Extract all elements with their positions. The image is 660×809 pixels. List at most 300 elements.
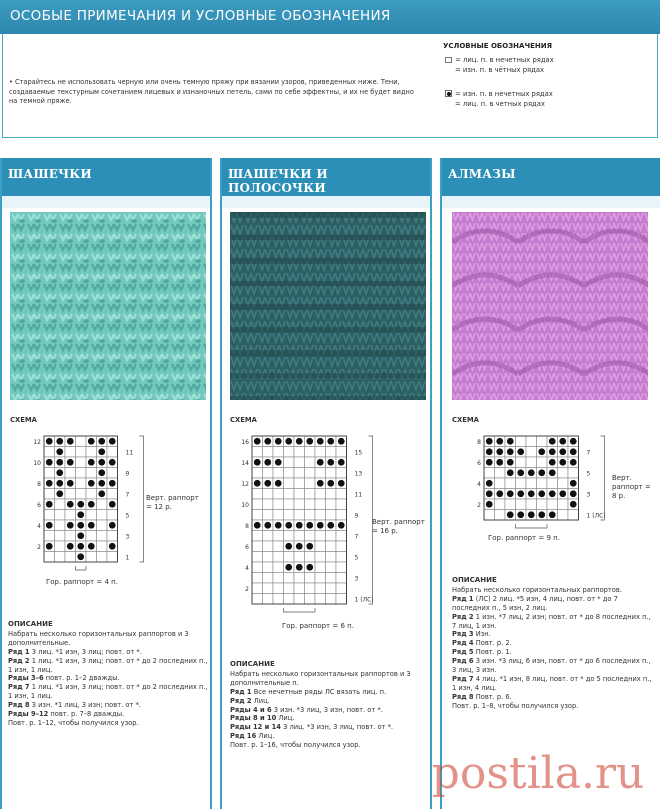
chart-cell	[55, 541, 66, 552]
purl-dot	[338, 522, 345, 529]
chart-cell	[326, 499, 337, 510]
chart-cell	[86, 468, 97, 479]
purl-dot	[98, 480, 105, 487]
row-number: 4	[477, 480, 481, 488]
description-line	[452, 586, 652, 595]
row-number: 5	[354, 554, 359, 562]
chart-cell	[336, 499, 347, 510]
row-number: 11	[354, 491, 363, 499]
purl-dot	[507, 459, 514, 466]
purl-dot	[317, 459, 324, 466]
row-label: Ряд 8	[452, 692, 474, 701]
purl-dot	[46, 522, 53, 529]
purl-dot	[67, 459, 74, 466]
chart-cell	[86, 531, 97, 542]
chart-cell	[294, 583, 305, 594]
purl-dot	[296, 438, 303, 445]
row-number: 8	[37, 480, 41, 488]
chart-cell	[76, 468, 87, 479]
chart-cell	[273, 510, 284, 521]
chart-cell	[252, 531, 263, 542]
horizontal-repeat: Гор. раппорт = 6 п.	[282, 622, 354, 630]
schema-label: СХЕМА	[10, 416, 37, 424]
purl-dot	[285, 564, 292, 571]
chart-cell	[284, 499, 295, 510]
chart-cell	[516, 478, 527, 489]
purl-dot	[109, 543, 116, 550]
chart-cell	[326, 468, 337, 479]
chart-cell	[336, 541, 347, 552]
description-line	[452, 613, 652, 631]
description-line	[8, 657, 208, 675]
pattern-header	[222, 158, 430, 196]
chart-cell	[315, 531, 326, 542]
chart-cell	[263, 510, 274, 521]
horizontal-repeat: Гор. раппорт = 9 п.	[488, 534, 560, 542]
description-line	[230, 697, 426, 706]
chart-cell	[495, 510, 506, 521]
chart-cell	[273, 447, 284, 458]
row-text: Лиц.	[276, 714, 295, 723]
purl-dot	[285, 438, 292, 445]
purl-dot	[109, 522, 116, 529]
chart-cell	[263, 573, 274, 584]
purl-dot	[275, 522, 282, 529]
chart-cell	[305, 478, 316, 489]
chart-cell	[305, 573, 316, 584]
row-number: 6	[477, 459, 481, 467]
chart-cell	[558, 468, 569, 479]
chart-cell	[305, 583, 316, 594]
chart-cell	[65, 447, 76, 458]
row-label: Ряды 12 и 14	[230, 723, 281, 732]
chart-cell	[516, 499, 527, 510]
chart-cell	[558, 510, 569, 521]
chart-cell	[97, 510, 108, 521]
row-text: Лиц.	[256, 732, 275, 741]
chart-cell	[252, 552, 263, 563]
purl-dot	[109, 480, 116, 487]
chart-cell	[55, 520, 66, 531]
chart-cell	[263, 583, 274, 594]
purl-dot	[306, 438, 313, 445]
row-number: 5	[125, 512, 130, 520]
purl-dot	[254, 522, 261, 529]
row-number: 8	[477, 438, 481, 446]
chart-cell	[495, 468, 506, 479]
header-band	[2, 196, 210, 208]
purl-dot	[327, 522, 334, 529]
chart-cell	[65, 489, 76, 500]
chart-cell	[537, 499, 548, 510]
chart-cell	[55, 499, 66, 510]
chart-cell	[273, 541, 284, 552]
chart-cell	[252, 573, 263, 584]
row-text: Повт. р. 6.	[473, 692, 512, 701]
description-line	[230, 723, 426, 732]
purl-dot	[559, 448, 566, 455]
chart-cell	[336, 552, 347, 563]
chart-cell	[315, 489, 326, 500]
vertical-repeat: Верт. раппорт = 16 р.	[372, 518, 425, 535]
row-number: 16	[241, 438, 249, 446]
purl-dot	[528, 469, 535, 476]
chart-cell	[315, 594, 326, 605]
purl-dot	[67, 438, 74, 445]
description-line	[8, 719, 208, 728]
chart-cell	[284, 594, 295, 605]
description-line	[8, 630, 208, 648]
chart-cell	[107, 531, 118, 542]
pattern-header	[442, 158, 660, 196]
legend-knit	[445, 56, 554, 75]
chart-cell	[326, 573, 337, 584]
purl-dot	[559, 459, 566, 466]
description-line	[8, 674, 208, 683]
chart-cell	[526, 478, 537, 489]
description-line	[8, 710, 208, 719]
purl-dot	[306, 522, 313, 529]
purl-dot	[570, 480, 577, 487]
row-label: Ряд 7	[452, 674, 474, 683]
purl-dot	[496, 438, 503, 445]
purl-dot	[306, 564, 313, 571]
chart-cell	[263, 562, 274, 573]
row-label: Ряды 4 и 6	[230, 705, 272, 714]
chart-cell	[284, 468, 295, 479]
purl-dot	[538, 448, 545, 455]
chart-cell	[294, 594, 305, 605]
purl-dot	[517, 469, 524, 476]
purl-dot	[538, 511, 545, 518]
purl-dot	[98, 469, 105, 476]
legend-purl-b: = лиц. п. в четных рядах	[455, 99, 545, 108]
description-title: ОПИСАНИЕ	[230, 660, 275, 668]
purl-dot	[338, 438, 345, 445]
purl-dot	[98, 459, 105, 466]
row-number: 7	[354, 533, 359, 541]
chart-cell	[305, 499, 316, 510]
purl-dot	[275, 438, 282, 445]
chart-cell	[568, 468, 579, 479]
vertical-repeat: Верт. раппорт = 8 р.	[612, 474, 651, 500]
chart-cell	[252, 594, 263, 605]
description-line	[452, 693, 652, 702]
chart-cell	[484, 510, 495, 521]
pattern-header	[2, 158, 210, 196]
legend-title: УСЛОВНЫЕ ОБОЗНАЧЕНИЯ	[443, 42, 552, 50]
chart-cell	[484, 468, 495, 479]
purl-dot	[264, 522, 271, 529]
chart-cell	[44, 552, 55, 563]
chart-cell	[315, 583, 326, 594]
chart-cell	[55, 510, 66, 521]
row-number: 2	[245, 585, 249, 593]
row-label: Ряд 2	[230, 696, 252, 705]
row-number: 14	[241, 459, 249, 467]
purl-dot	[56, 438, 63, 445]
chart-cell	[315, 499, 326, 510]
chart-cell	[505, 499, 516, 510]
row-text: 3 изн. *3 лиц, 3 изн, повт. от *.	[271, 705, 383, 714]
purl-dot	[56, 448, 63, 455]
chart-cell	[252, 541, 263, 552]
row-number: 4	[37, 522, 41, 530]
purl-dot	[496, 490, 503, 497]
purl-dot	[549, 448, 556, 455]
description-line	[452, 648, 652, 657]
stitch-chart-checks	[30, 432, 214, 592]
chart-cell	[44, 531, 55, 542]
chart-cell	[107, 468, 118, 479]
purl-dot	[486, 448, 493, 455]
purl-dot	[486, 480, 493, 487]
chart-cell	[284, 531, 295, 542]
chart-cell	[336, 573, 347, 584]
chart-cell	[273, 468, 284, 479]
purl-dot	[570, 459, 577, 466]
chart-cell	[86, 552, 97, 563]
purl-dot	[46, 438, 53, 445]
description-line	[230, 741, 426, 750]
chart-cell	[294, 573, 305, 584]
chart-cell	[326, 489, 337, 500]
purl-dot	[67, 543, 74, 550]
description-line	[230, 688, 426, 697]
row-label: Ряды 8 и 10	[230, 714, 277, 723]
purl-dot	[275, 480, 282, 487]
row-text: повт. р. 7–8 дважды.	[48, 710, 125, 719]
chart-cell	[294, 478, 305, 489]
purl-dot	[56, 480, 63, 487]
purl-dot	[56, 459, 63, 466]
chart-cell	[284, 552, 295, 563]
row-number: 10	[241, 501, 249, 509]
notes-box	[2, 34, 658, 138]
chart-cell	[97, 531, 108, 542]
chart-cell	[495, 499, 506, 510]
row-label: Ряд 4	[452, 639, 474, 648]
row-number: 1	[125, 554, 130, 562]
purl-dot	[46, 501, 53, 508]
chart-cell	[252, 468, 263, 479]
chart-cell	[65, 510, 76, 521]
row-text: Повт. р. 1.	[473, 648, 512, 657]
purl-dot	[275, 459, 282, 466]
chart-cell	[284, 583, 295, 594]
row-number: 1 (ЛС)	[586, 512, 606, 520]
purl-dot	[109, 459, 116, 466]
chart-cell	[44, 447, 55, 458]
description-line	[452, 639, 652, 648]
pattern-title: ШАШЕЧКИ И ПОЛОСОЧКИ	[228, 167, 328, 195]
description-title: ОПИСАНИЕ	[452, 576, 497, 584]
description-line	[8, 701, 208, 710]
description-line	[452, 702, 652, 711]
postila-logo	[416, 740, 660, 802]
row-text: (ЛС) 2 лиц. *5 изн, 4 лиц, повт. от * до 7 последних п., 5 изн, 2 лиц.	[452, 594, 618, 612]
purl-dot	[570, 438, 577, 445]
row-text: 1 лиц. *1 изн, 3 лиц; повт. от * до 2 последних п., 1 изн, 1 лиц.	[8, 656, 208, 674]
purl-dot	[77, 522, 84, 529]
chart-cell	[97, 541, 108, 552]
chart-cell	[558, 478, 569, 489]
row-number: 1 (ЛС)	[354, 596, 374, 604]
chart-cell	[294, 457, 305, 468]
purl-dot	[109, 438, 116, 445]
chart-cell	[44, 510, 55, 521]
chart-cell	[547, 499, 558, 510]
chart-cell	[44, 468, 55, 479]
chart-cell	[326, 531, 337, 542]
row-label: Ряд 3	[452, 630, 474, 639]
purl-dot	[77, 553, 84, 560]
description-title: ОПИСАНИЕ	[8, 620, 53, 628]
purl-dot	[517, 490, 524, 497]
purl-dot	[507, 490, 514, 497]
purl-dot	[528, 511, 535, 518]
chart-cell	[516, 457, 527, 468]
description-line	[8, 683, 208, 701]
chart-cell	[315, 447, 326, 458]
chart-cell	[305, 457, 316, 468]
purl-dot	[88, 543, 95, 550]
row-label: Ряд 1	[230, 687, 252, 696]
chart-cell	[315, 468, 326, 479]
chart-cell	[537, 436, 548, 447]
chart-cell	[315, 510, 326, 521]
chart-cell	[336, 562, 347, 573]
chart-cell	[86, 510, 97, 521]
description-line	[230, 670, 426, 688]
chart-cell	[568, 510, 579, 521]
purl-dot	[559, 438, 566, 445]
purl-dot	[98, 490, 105, 497]
row-text: 3 изн. *3 лиц, 6 изн, повт. от * до 6 последних п., 3 лиц, 3 изн.	[452, 657, 651, 675]
purl-dot	[98, 448, 105, 455]
chart-cell	[294, 552, 305, 563]
chart-cell	[305, 468, 316, 479]
row-text: 1 лиц. *1 изн, 3 лиц; повт. от * до 2 последних п., 1 изн, 1 лиц.	[8, 683, 208, 701]
chart-cell	[263, 468, 274, 479]
purl-dot	[109, 501, 116, 508]
purl-dot	[570, 501, 577, 508]
chart-cell	[273, 583, 284, 594]
chart-cell	[252, 499, 263, 510]
row-number: 13	[354, 470, 363, 478]
chart-cell	[107, 489, 118, 500]
row-label: Ряд 2	[452, 612, 474, 621]
chart-cell	[55, 552, 66, 563]
purl-dot	[254, 480, 261, 487]
chart-cell	[326, 562, 337, 573]
chart-cell	[86, 447, 97, 458]
row-label: Ряды 9–12	[8, 710, 49, 719]
purl-dot	[88, 480, 95, 487]
purl-dot	[507, 438, 514, 445]
purl-dot	[317, 438, 324, 445]
row-number: 11	[125, 449, 134, 457]
description-line	[452, 675, 652, 693]
row-label: Ряды 3–6	[8, 674, 44, 683]
description-line	[230, 714, 426, 723]
chart-cell	[558, 499, 569, 510]
purl-dot	[285, 522, 292, 529]
purl-dot	[486, 501, 493, 508]
chart-cell	[97, 499, 108, 510]
purl-dot	[46, 543, 53, 550]
page-title: ОСОБЫЕ ПРИМЕЧАНИЯ И УСЛОВНЫЕ ОБОЗНАЧЕНИЯ	[10, 8, 391, 24]
purl-dot	[338, 480, 345, 487]
row-label: Ряд 5	[452, 648, 474, 657]
header-band	[442, 196, 660, 208]
purl-dot	[517, 511, 524, 518]
chart-cell	[526, 436, 537, 447]
row-number: 9	[125, 470, 130, 478]
purl-dot	[67, 501, 74, 508]
chart-cell	[263, 552, 274, 563]
purl-dot	[88, 501, 95, 508]
chart-cell	[294, 468, 305, 479]
horizontal-repeat: Гор. раппорт = 4 п.	[46, 578, 118, 586]
pattern-description	[452, 576, 652, 711]
chart-cell	[305, 552, 316, 563]
row-number: 3	[586, 491, 591, 499]
purl-dot	[507, 448, 514, 455]
description-line	[452, 657, 652, 675]
chart-cell	[294, 531, 305, 542]
row-text: 1 изн. *7 лиц, 2 изн; повт. от * до 8 последних п., 7 лиц, 1 изн.	[452, 612, 651, 630]
purl-dot	[496, 459, 503, 466]
row-label: Ряд 7	[8, 683, 30, 692]
purl-dot	[264, 459, 271, 466]
pattern-title: АЛМАЗЫ	[448, 167, 516, 181]
purl-dot	[327, 459, 334, 466]
purl-dot	[77, 543, 84, 550]
pattern-title: ШАШЕЧКИ	[8, 167, 92, 181]
purl-dot	[538, 490, 545, 497]
chart-cell	[252, 510, 263, 521]
chart-cell	[336, 510, 347, 521]
chart-cell	[326, 447, 337, 458]
purl-dot	[264, 438, 271, 445]
chart-cell	[252, 562, 263, 573]
chart-cell	[44, 489, 55, 500]
legend-purl	[445, 90, 553, 109]
purl-dot	[507, 511, 514, 518]
chart-cell	[284, 457, 295, 468]
row-number: 2	[37, 543, 41, 551]
chart-cell	[336, 489, 347, 500]
chart-cell	[284, 489, 295, 500]
purl-dot	[570, 448, 577, 455]
row-text: 3 изн. *1 лиц, 3 изн; повт. от *.	[29, 701, 141, 710]
legend-purl-a: = изн. п. в нечетных рядах	[455, 90, 553, 98]
chart-cell	[526, 457, 537, 468]
purl-dot	[56, 490, 63, 497]
note-text: • Старайтесь не использовать черную или очень темную пряжу при вязании узоров, приведенных ниже. Тени, создаваемые текстурным сочетанием лицевых и изнаночных петель, сами по себе эффектны, и их не будет видно на темной пряже.	[9, 78, 414, 106]
chart-cell	[336, 447, 347, 458]
row-text: Повт. р. 1–8, чтобы получился узор.	[452, 701, 579, 710]
chart-cell	[526, 447, 537, 458]
chart-cell	[326, 552, 337, 563]
chart-cell	[107, 510, 118, 521]
chart-cell	[305, 447, 316, 458]
chart-cell	[305, 489, 316, 500]
chart-cell	[107, 447, 118, 458]
chart-cell	[252, 583, 263, 594]
chart-cell	[537, 478, 548, 489]
